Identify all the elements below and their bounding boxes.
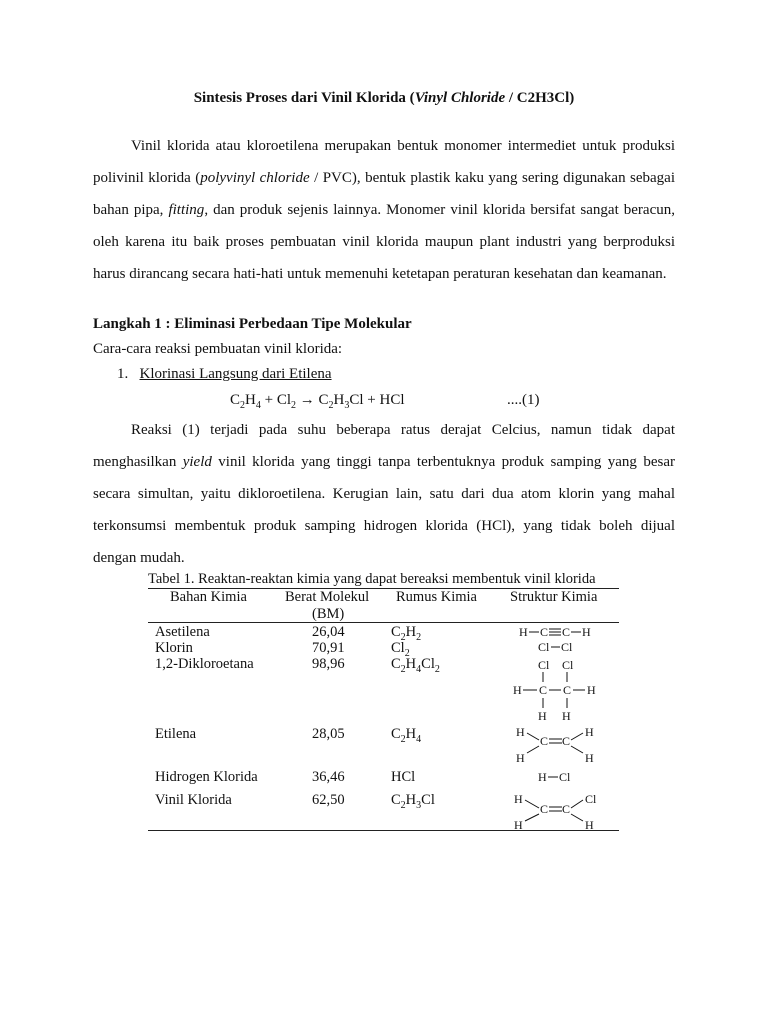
row-bm: 28,05 [312, 726, 345, 742]
svg-text:C: C [540, 625, 549, 639]
row-bm: 98,96 [312, 656, 345, 672]
header-name: Bahan Kimia [170, 589, 247, 605]
svg-text:H: H [587, 683, 596, 697]
row-formula: $Cl_2$ [391, 640, 410, 659]
svg-text:H: H [513, 683, 522, 697]
list-label: Klorinasi Langsung dari Etilena [139, 366, 332, 382]
document-title [0, 88, 768, 108]
svg-text:C: C [562, 734, 571, 748]
row-formula: $C_2H_3Cl$ [391, 792, 435, 811]
header-formula: Rumus Kimia [396, 589, 477, 605]
structure-drawings [500, 622, 610, 832]
row-bm: 70,91 [312, 640, 345, 656]
svg-text:Cl: Cl [559, 770, 571, 784]
dichloroethane-structure [513, 658, 596, 723]
svg-text:H: H [538, 709, 547, 723]
row-bm: 36,46 [312, 769, 345, 785]
svg-text:C: C [562, 625, 571, 639]
header-bm-unit: (BM) [312, 606, 345, 622]
svg-text:Cl: Cl [585, 792, 597, 806]
svg-text:H: H [585, 725, 594, 739]
header-bm: Berat Molekul [285, 589, 370, 605]
svg-text:Cl: Cl [538, 658, 550, 672]
svg-text:H: H [585, 818, 594, 832]
svg-text:H: H [585, 751, 594, 765]
row-name: Hidrogen Klorida [155, 769, 258, 785]
list-number: 1. [117, 366, 129, 382]
intro-paragraph: Vinil klorida atau kloroetilena merupakan bentuk monomer intermediet untuk produksi polivinil klorida (polyvinyl chloride / PVC), bentuk plastik kaku yang sering digunakan sebagai bahan pipa, fitting, dan produk sejenis lainnya. Monomer vinil klorida bersifat sangat beracun, oleh karena itu baik proses pembuatan vinil klorida maupun plant industri yang berproduksi harus dirancang secara hati-hati untuk memenuhi ketetapan peraturan kesehatan dan keamanan. [93, 138, 675, 282]
svg-text:H: H [514, 818, 523, 832]
row-name: Klorin [155, 640, 193, 656]
header-structure: Struktur Kimia [510, 589, 598, 605]
step-heading: Langkah 1 : Eliminasi Perbedaan Tipe Molekular [93, 316, 412, 332]
svg-text:Cl: Cl [561, 640, 573, 654]
title-italic: Vinyl Chloride [414, 90, 506, 106]
equation-number: ....(1) [507, 392, 540, 408]
row-name: Asetilena [155, 624, 210, 640]
row-bm: 62,50 [312, 792, 345, 808]
list-item [117, 364, 332, 384]
row-name: Vinil Klorida [155, 792, 232, 808]
table-caption: Tabel 1. Reaktan-reaktan kimia yang dapat bereaksi membentuk vinil klorida [148, 571, 596, 587]
hydrogen-chloride-structure [538, 770, 571, 784]
acetylene-structure [519, 625, 591, 639]
chlorine-structure [538, 640, 573, 654]
title-formula: / C2H3Cl) [505, 90, 575, 106]
ethylene-structure [516, 725, 594, 765]
svg-text:C: C [539, 683, 548, 697]
svg-text:Cl: Cl [538, 640, 550, 654]
row-bm: 26,04 [312, 624, 345, 640]
step-intro: Cara-cara reaksi pembuatan vinil klorida: [93, 341, 343, 357]
reaction-paragraph: Reaksi (1) terjadi pada suhu beberapa ratus derajat Celcius, namun tidak dapat menghasilkan yield vinil klorida yang tinggi tanpa terbentuknya produk samping yang besar secara simultan, yaitu dikloroetilena. Kerugian lain, satu dari dua atom klorin yang mahal terkonsumsi membentuk produk samping hidrogen klorida (HCl), yang tidak boleh dijual dengan mudah. [93, 422, 675, 566]
svg-text:H: H [516, 725, 525, 739]
svg-text:H: H [519, 625, 528, 639]
svg-text:Cl: Cl [562, 658, 574, 672]
title-text: Sintesis Proses dari Vinil Klorida ( [193, 90, 415, 106]
svg-text:H: H [516, 751, 525, 765]
svg-text:C: C [540, 802, 549, 816]
vinyl-chloride-structure [514, 792, 597, 832]
svg-text:H: H [582, 625, 591, 639]
svg-text:C: C [563, 683, 572, 697]
row-name: 1,2-Dikloroetana [155, 656, 254, 672]
svg-text:H: H [538, 770, 547, 784]
row-formula: $C_2H_2$ [391, 624, 422, 643]
row-formula: HCl [391, 769, 416, 785]
svg-text:H: H [562, 709, 571, 723]
row-formula: $C_2H_4Cl_2$ [391, 656, 440, 675]
reaction-equation: $C_2H_4 + Cl_2 \to C_2H_3Cl$ + HCl [230, 392, 405, 411]
row-name: Etilena [155, 726, 197, 742]
svg-text:C: C [540, 734, 549, 748]
svg-text:H: H [514, 792, 523, 806]
svg-text:C: C [562, 802, 571, 816]
row-formula: $C_2H_4$ [391, 726, 422, 745]
